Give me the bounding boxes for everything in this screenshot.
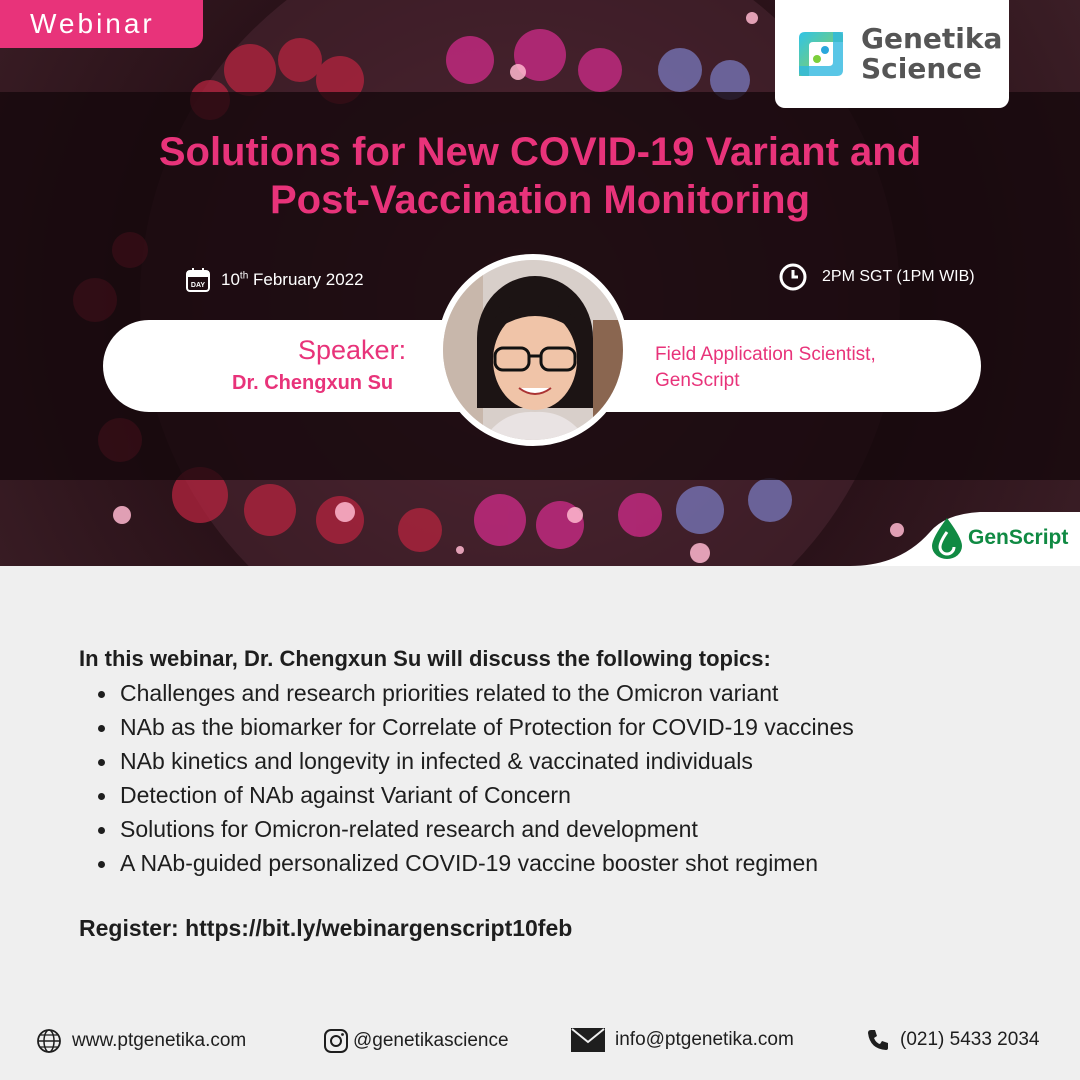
register-link[interactable]: Register: https://bit.ly/webinargenscript10feb — [79, 915, 573, 941]
role-line1: Field Application Scientist, — [655, 344, 876, 365]
title-line1: Solutions for New COVID-19 Variant and — [158, 130, 922, 174]
intro-text: In this webinar, Dr. Chengxun Su will discuss the following topics: — [79, 646, 771, 671]
webinar-tag: Webinar — [0, 0, 203, 48]
speaker-label: Speaker: — [298, 335, 407, 365]
list-item: NAb as the biomarker for Correlate of Protection for COVID-19 vaccines — [96, 710, 854, 744]
brand-line2: Science — [861, 52, 982, 85]
globe-icon — [36, 1028, 62, 1054]
instagram-icon — [323, 1028, 349, 1054]
genscript-logo-text: GenScript — [968, 526, 1069, 549]
list-item: Solutions for Omicron-related research and development — [96, 812, 854, 846]
phone-contact[interactable] — [866, 1028, 1039, 1052]
instagram-text: @genetikascience — [353, 1030, 509, 1051]
clock-icon — [778, 262, 808, 292]
webinar-date — [185, 267, 364, 293]
genetika-science-logo — [775, 0, 1009, 108]
topic-list — [96, 676, 854, 880]
phone-icon — [866, 1028, 890, 1052]
date-day: 10 — [221, 270, 240, 289]
webinar-time — [778, 262, 975, 292]
email-contact[interactable] — [571, 1028, 794, 1052]
list-item: Detection of NAb against Variant of Concern — [96, 778, 854, 812]
list-item: A NAb-guided personalized COVID-19 vaccine booster shot regimen — [96, 846, 854, 880]
mail-icon — [571, 1028, 605, 1052]
list-item: Challenges and research priorities related to the Omicron variant — [96, 676, 854, 710]
instagram-contact[interactable] — [323, 1028, 509, 1054]
brand-line1: Genetika — [861, 22, 1003, 55]
webinar-title — [0, 128, 1080, 224]
date-rest: February 2022 — [248, 270, 364, 289]
list-item: NAb kinetics and longevity in infected & vaccinated individuals — [96, 744, 854, 778]
speaker-photo — [437, 254, 629, 446]
genscript-drop-icon — [930, 516, 964, 560]
role-line2: GenScript — [655, 370, 740, 391]
website-text: www.ptgenetika.com — [72, 1030, 247, 1051]
date-suffix: th — [239, 270, 249, 282]
date-text — [221, 270, 364, 290]
website-contact[interactable] — [36, 1028, 246, 1054]
genetika-logo-icon — [793, 26, 849, 82]
speaker-name: Dr. Chengxun Su — [232, 372, 394, 394]
genscript-logo — [930, 516, 1068, 560]
phone-text: (021) 5433 2034 — [900, 1029, 1040, 1050]
calendar-icon — [185, 267, 211, 293]
time-text: 2PM SGT (1PM WIB) — [822, 268, 975, 285]
speaker-role — [655, 342, 876, 394]
title-line2: Post-Vaccination Monitoring — [269, 178, 811, 222]
calendar-icon-text: DAY — [190, 282, 206, 289]
email-text: info@ptgenetika.com — [615, 1029, 794, 1050]
